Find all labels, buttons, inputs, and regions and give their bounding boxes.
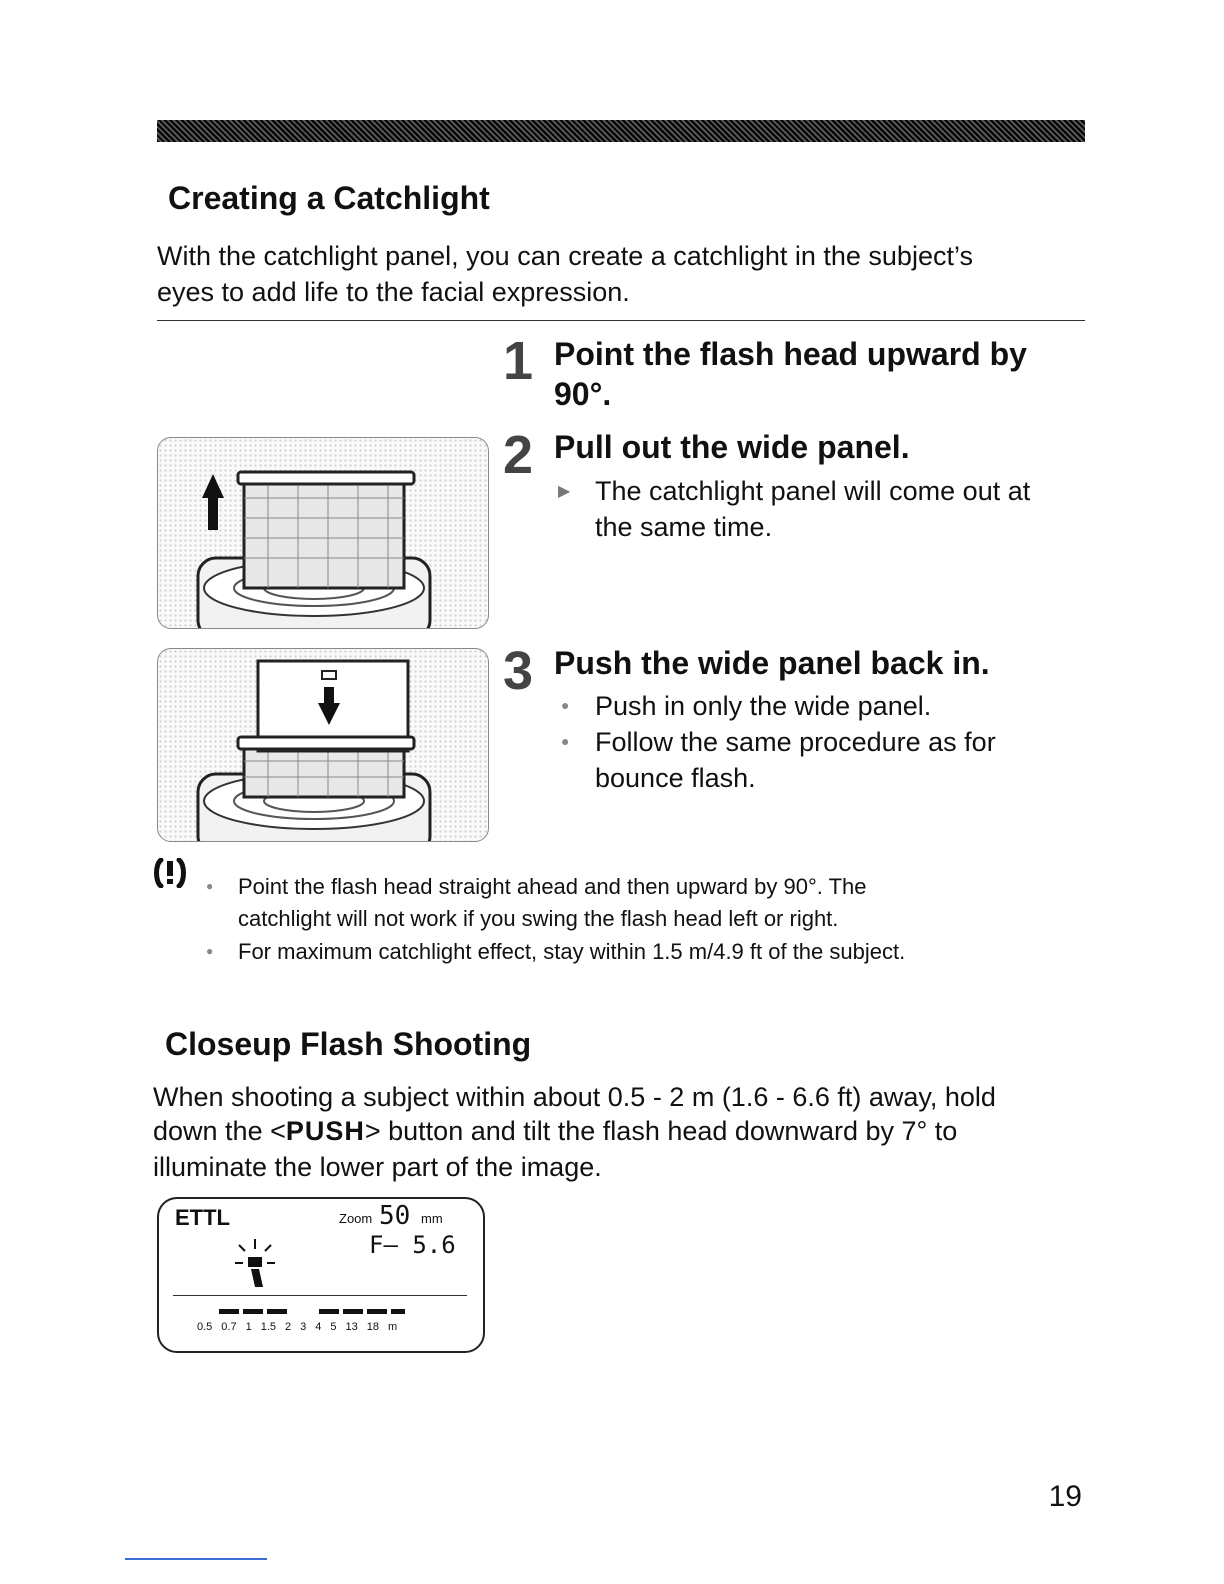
section-title-closeup: Closeup Flash Shooting xyxy=(165,1026,532,1062)
lcd-distance-scale xyxy=(197,1321,397,1333)
lcd-panel-illustration xyxy=(157,1197,485,1353)
scale-tick: 1 xyxy=(245,1321,252,1333)
bullet-dot-icon: ● xyxy=(561,733,570,749)
step-2-result-line1: The catchlight panel will come out at xyxy=(595,476,1031,506)
scale-tick: 3 xyxy=(300,1321,307,1333)
illustration-push-panel-in xyxy=(157,648,489,842)
catchlight-intro-line1: With the catchlight panel, you can create a catchlight in the subject’s xyxy=(157,241,973,271)
lcd-zoom-value: 50 xyxy=(379,1201,411,1231)
note-1-line1: Point the flash head straight ahead and then upward by 90°. The xyxy=(238,874,867,899)
page-number: 19 xyxy=(1048,1480,1082,1513)
bullet-dot-icon: ● xyxy=(561,697,570,713)
flash-tilt-icon xyxy=(229,1235,299,1291)
caution-icon xyxy=(153,858,187,893)
step-2-title: Pull out the wide panel. xyxy=(554,429,910,465)
note-1-line2: catchlight will not work if you swing the flash head left or right. xyxy=(238,906,839,931)
scale-tick: 0.5 xyxy=(197,1321,213,1333)
step-3-bullet2-line1: Follow the same procedure as for xyxy=(595,727,996,757)
closeup-line1: When shooting a subject within about 0.5 - 2 m (1.6 - 6.6 ft) away, hold xyxy=(153,1082,996,1112)
step-3-bullet2-line2: bounce flash. xyxy=(595,763,756,793)
step-1-number: 1 xyxy=(503,331,534,391)
scale-tick: 5 xyxy=(330,1321,337,1333)
lcd-zoom-unit: mm xyxy=(421,1211,443,1226)
lcd-zoom-label: Zoom xyxy=(339,1211,373,1226)
scale-tick: 13 xyxy=(345,1321,358,1333)
scale-tick: 2 xyxy=(285,1321,292,1333)
bullet-dot-icon: ● xyxy=(206,944,214,958)
step-3-bullet1: Push in only the wide panel. xyxy=(595,691,932,721)
section-divider xyxy=(157,320,1085,321)
bullet-dot-icon: ● xyxy=(206,879,214,893)
step-1-title-line1: Point the flash head upward by xyxy=(554,336,1027,372)
scale-unit: m xyxy=(388,1321,398,1333)
catchlight-intro-line2: eyes to add life to the facial expression. xyxy=(157,277,630,307)
step-1-title-line2: 90°. xyxy=(554,376,612,412)
result-triangle-icon: ▶ xyxy=(558,483,571,500)
section-title-catchlight: Creating a Catchlight xyxy=(168,180,490,216)
footer-line xyxy=(125,1558,267,1560)
closeup-line3: illuminate the lower part of the image. xyxy=(153,1152,602,1182)
scale-tick: 0.7 xyxy=(221,1321,237,1333)
closeup-line2: down the <PUSH> button and tilt the flash head downward by 7° to xyxy=(153,1116,958,1146)
step-3-title: Push the wide panel back in. xyxy=(554,645,990,681)
scale-tick: 18 xyxy=(366,1321,380,1333)
illustration-pull-out-panel xyxy=(157,437,489,629)
lcd-range-line xyxy=(173,1295,467,1296)
push-button-label: PUSH xyxy=(285,1116,365,1146)
lcd-aperture: F– 5.6 xyxy=(369,1231,456,1259)
lcd-mode: ETTL xyxy=(175,1205,230,1230)
scale-tick: 1.5 xyxy=(260,1321,277,1333)
note-2: For maximum catchlight effect, stay within 1.5 m/4.9 ft of the subject. xyxy=(238,939,906,964)
step-2-number: 2 xyxy=(503,425,534,485)
step-3-number: 3 xyxy=(503,641,534,701)
step-2-result-line2: the same time. xyxy=(595,512,773,542)
scale-tick: 4 xyxy=(315,1321,322,1333)
header-bar xyxy=(157,120,1085,142)
lcd-distance-bars xyxy=(199,1303,449,1319)
